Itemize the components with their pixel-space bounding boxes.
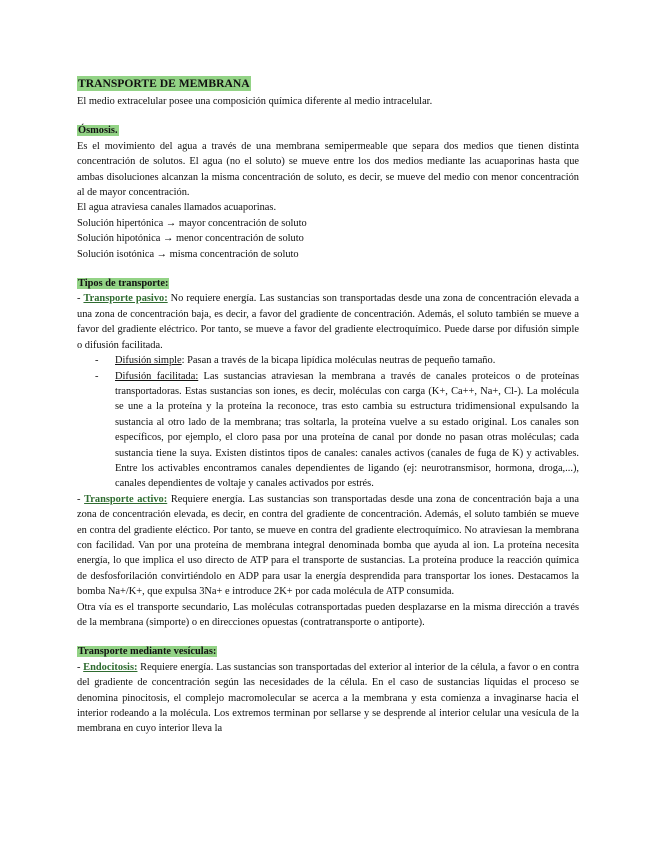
osmosis-heading: Ósmosis. bbox=[78, 125, 118, 137]
passive-transport-text: No requiere energía. Las sustancias son transportadas desde una zona de concentración elevada a una zona de concentración baja, es decir, a favor del gradiente de concentración. Además, el soluto también se mueve a favor del gradiente eléctrico. Por tanto, se mueve a favor del gradiente electroquímico. Puede darse por difusión simple o difusión facilitada. bbox=[77, 293, 579, 351]
diffusion-list bbox=[77, 353, 579, 492]
passive-transport-term: Transporte pasivo: bbox=[83, 293, 168, 305]
osmosis-section bbox=[77, 123, 579, 262]
list-item-facilitated-diffusion bbox=[115, 369, 579, 492]
passive-dash: - bbox=[77, 293, 84, 305]
endocytosis-text: Requiere energía. Las sustancias son transportadas del exterior al interior de la célula, a favor o en contra del gradiente de concentración según las necesidades de la célula. En el caso de sustancias líquidas el proceso se denomina pinocitosis, el complejo macromolecular se acerca a la membrana y esta comienza a invaginarse hacia el interior rodeando a la molécula. Los extremos terminan por sellarse y se desprende al interior celular una vesícula de la membrana en cuyo interior lleva la bbox=[77, 661, 579, 735]
page-title: TRANSPORTE DE MEMBRANA bbox=[78, 77, 250, 90]
list-item-simple-diffusion bbox=[115, 353, 579, 368]
transport-types-heading: Tipos de transporte: bbox=[78, 278, 169, 290]
simple-diffusion-term: Difusión simple bbox=[115, 355, 182, 367]
active-transport-text: Requiere energía. Las sustancias son transportadas desde una zona de concentración baja a una zona de concentración elevada, es decir, en contra del gradiente de concentración. Además, el soluto también se mueve en contra del gradiente eléctico. Por tanto, se mueve en contra del gradiente electroquímico. No atraviesan la membrana con facilidad. Van por una proteína de membrana integral denominada bomba que ayuda al ion. La proteína necesita energía, lo que implica el uso directo de ATP para el transporte de sustancias. La proteína produce la reacción química de desfosforilación convirtiéndolo en ADP para usar la energía desprendida para transportar los iones. Destacamos la bomba Na+/K+, que expulsa 3Na+ e introduce 2K+ por cada molécula de ATP consumida. bbox=[77, 493, 579, 598]
secondary-transport-paragraph: Otra vía es el transporte secundario, Las moléculas cotransportadas pueden desplazarse en la misma dirección a través de la membrana (simporte) o en direcciones opuestas (contratransporte o antiporte). bbox=[77, 601, 579, 628]
solution-hypertonic: Solución hipertónica → mayor concentración de soluto bbox=[77, 217, 307, 229]
facilitated-diffusion-term: Difusión facilitada: bbox=[115, 370, 199, 382]
endocytosis-paragraph bbox=[77, 660, 579, 737]
transport-types-section bbox=[77, 276, 579, 630]
intro-paragraph: El medio extracelular posee una composición química diferente al medio intracelular. bbox=[77, 96, 433, 107]
solution-hypotonic: Solución hipotónica → menor concentración de soluto bbox=[77, 233, 304, 245]
osmosis-channels-line: El agua atraviesa canales llamados acuaporinas. bbox=[77, 202, 277, 214]
simple-diffusion-text: : Pasan a través de la bicapa lipídica moléculas neutras de pequeño tamaño. bbox=[181, 355, 496, 367]
solution-isotonic: Solución isotónica → misma concentración de soluto bbox=[77, 248, 299, 260]
passive-transport-paragraph bbox=[77, 291, 579, 353]
active-transport-term: Transporte activo: bbox=[84, 493, 168, 505]
osmosis-paragraph: Es el movimiento del agua a través de una membrana semipermeable que separa dos medios que tienen distinta concentración de solutos. El agua (no el soluto) se mueve entre los dos medios mediante las acuaporinas hasta que ambas disoluciones alcanzan la misma concentración de soluto, es decir, se mueve del medio con menor concentración al de mayor concentración. bbox=[77, 140, 579, 199]
active-transport-paragraph bbox=[77, 492, 579, 600]
endocytosis-term: Endocitosis: bbox=[83, 661, 138, 673]
facilitated-diffusion-text: Las sustancias atraviesan la membrana a través de canales proteicos o de proteínas transportadoras. Estas sustancias son iones, es decir, moléculas con carga (K+, Ca++, Na+, Cl-). La molécula se une a la proteína y la proteína la reconoce, tras esto cambia su estructura tridimensional expulsando la sustancia al otro lado de la membrana; tras soltarla, la proteína vuelve a su estado original. Los canales son específicos, por ejemplo, el cloro pasa por una proteína de canal por donde no pasan otras moléculas; cada sustancia tiene la suya. Existen distintos tipos de canales: canales activos (canales de fuga de K) y activables. Entre los activables encontramos canales dependientes de ligando (ej: neurotransmisor, hormona, droga,...), canales dependientes de voltaje y canales activados por estrés. bbox=[115, 370, 579, 490]
active-dash: - bbox=[77, 493, 85, 505]
vesicle-transport-section bbox=[77, 644, 579, 736]
vesicle-transport-heading: Transporte mediante vesículas: bbox=[78, 646, 217, 658]
document-page bbox=[77, 76, 579, 737]
endocytosis-dash: - bbox=[77, 661, 84, 673]
